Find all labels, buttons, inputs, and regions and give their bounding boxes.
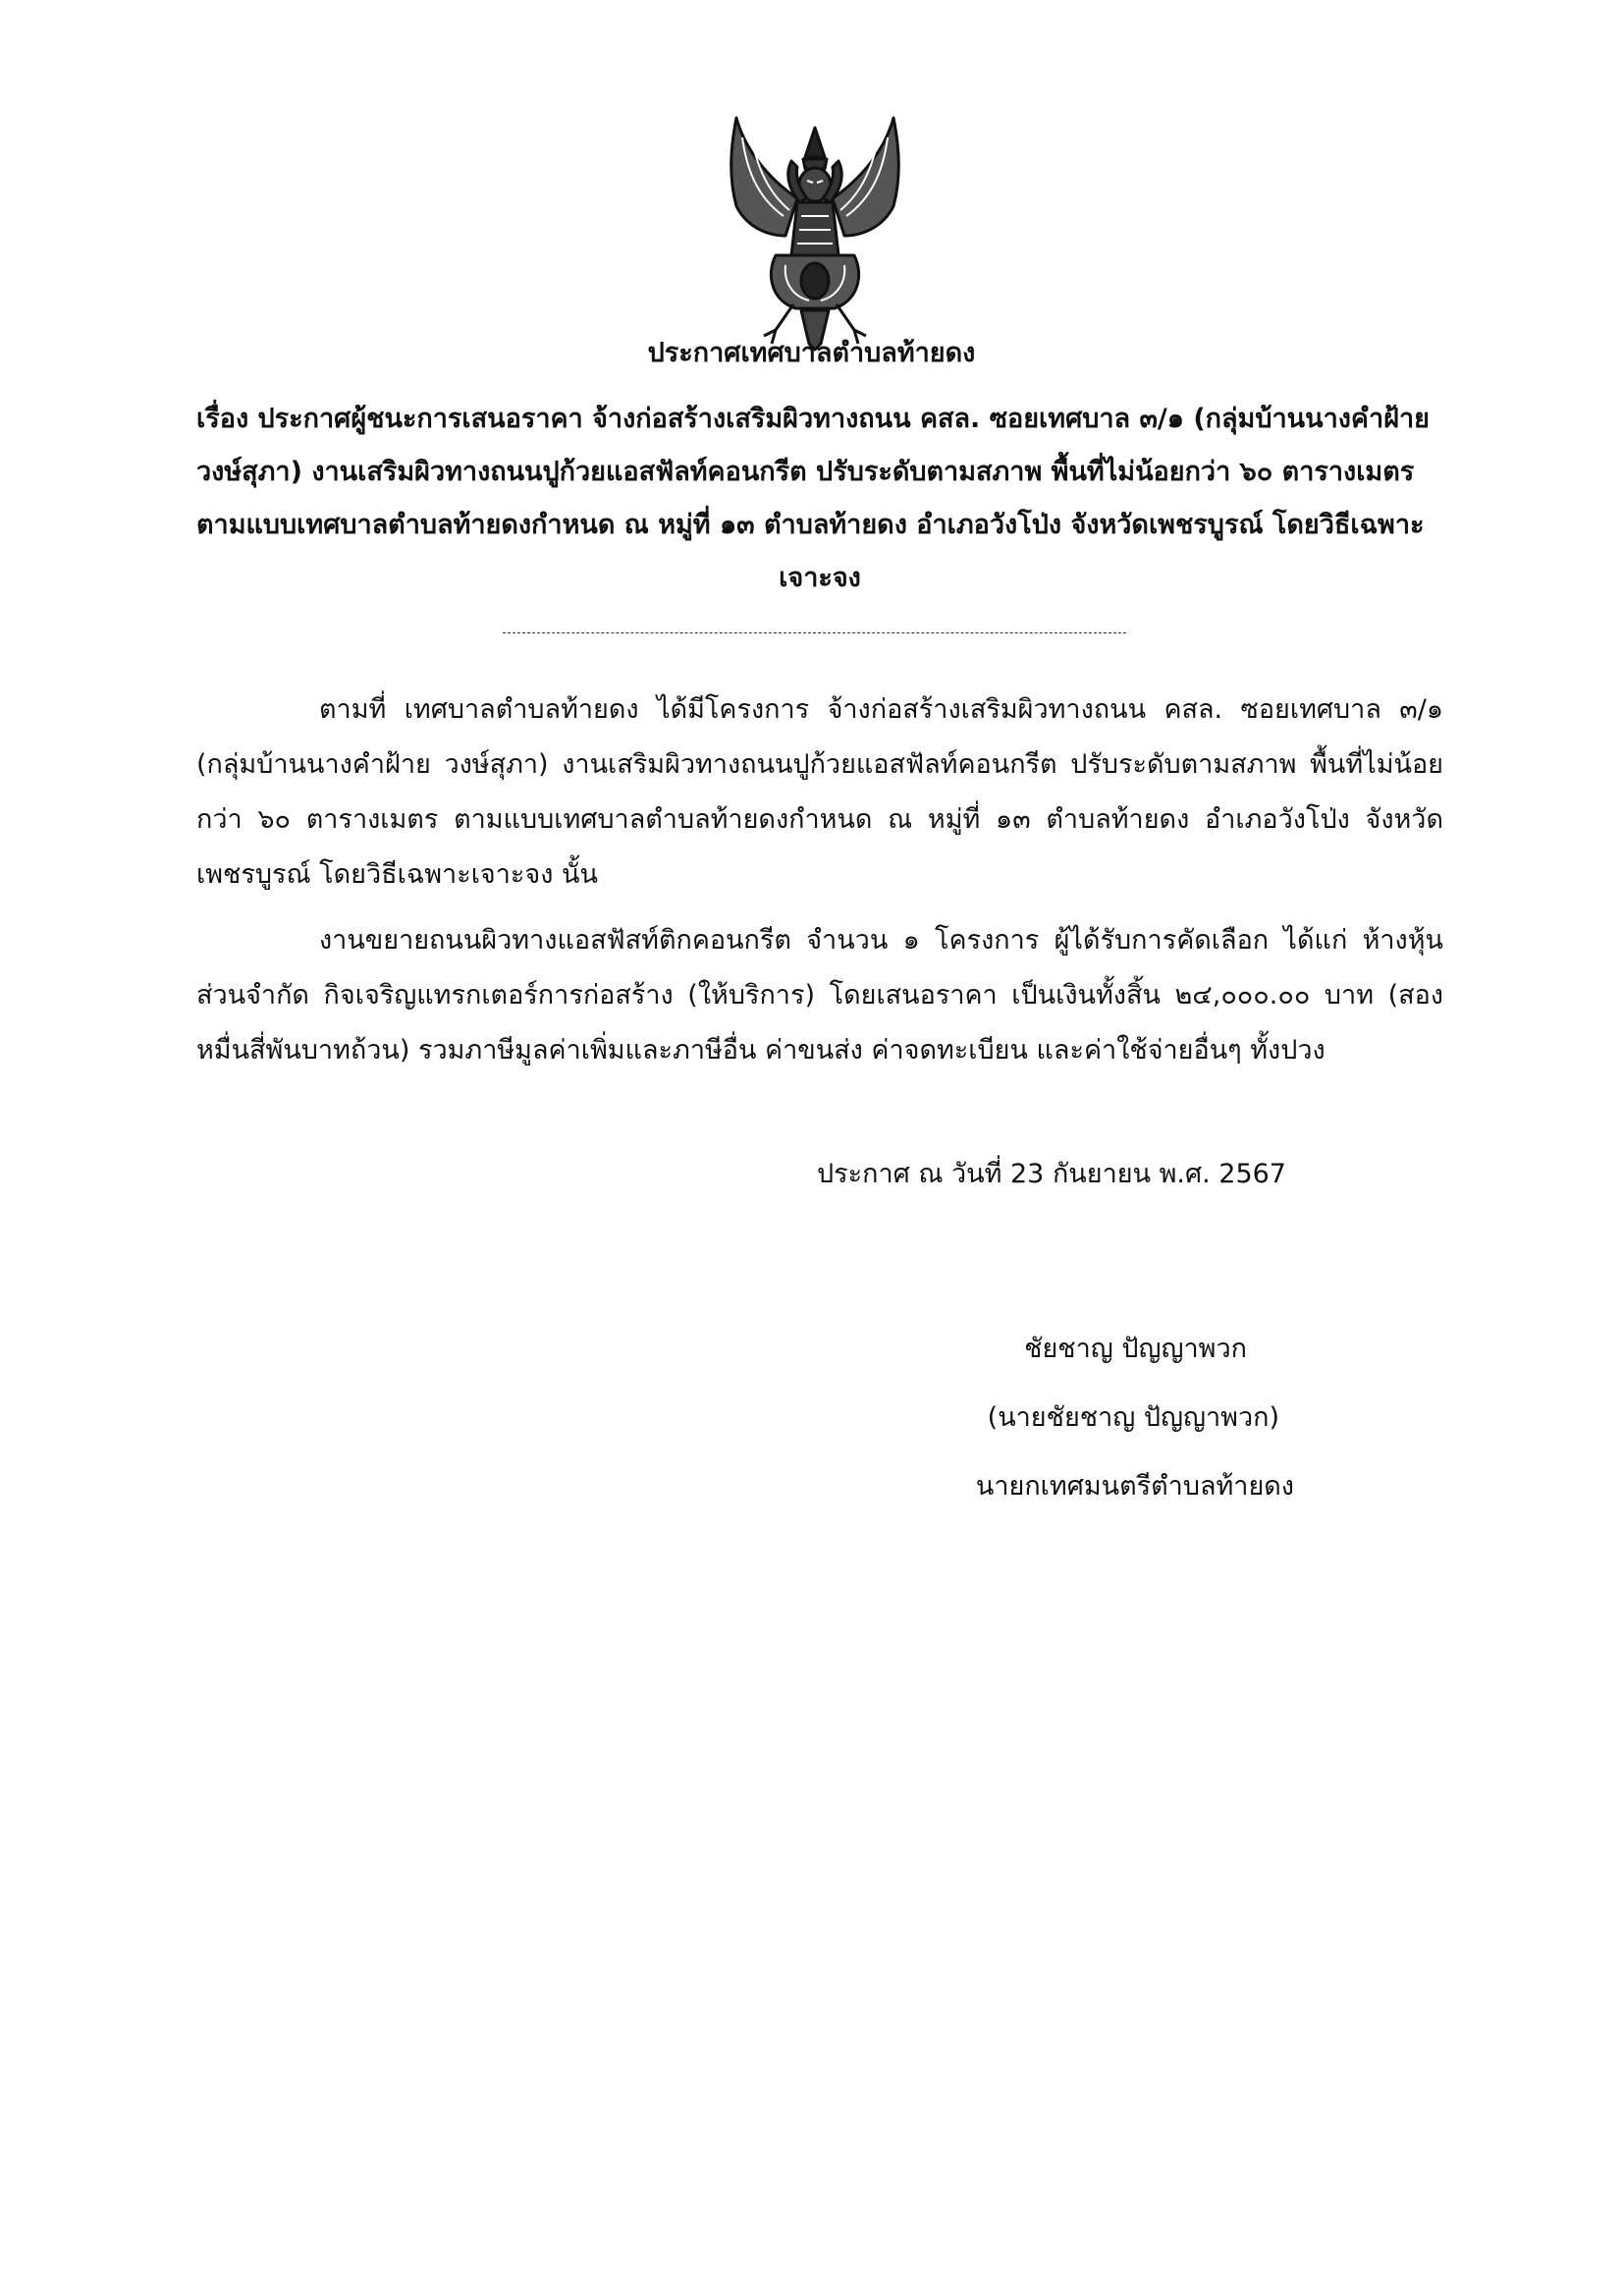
signed-name-text: ชัยชาญ ปัญญาพวก	[1024, 1334, 1247, 1364]
body-paragraph-1: ตามที่ เทศบาลตำบลท้ายดง ได้มีโครงการ จ้างก่อสร้างเสริมผิวทางถนน คสล. ซอยเทศบาล ๓/๑ (กลุ่มบ้านนางคำฝ้าย วงษ์สุภา) งานเสริมผิวทางถนนปูก้วยแอสฟัลท์คอนกรีต ปรับระดับตามสภาพ พื้นที่ไม่น้อยกว่า ๖๐ ตารางเมตร ตามแบบเทศบาลตำบลท้ายดงกำหนด ณ หมู่ที่ ๑๓ ตำบลท้ายดง อำเภอวังโป่ง จังหวัดเพชรบูรณ์ โดยวิธีเฉพาะเจาะจง นั้น	[196, 694, 1443, 890]
position-text: นายกเทศมนตรีตำบลท้ายดง	[975, 1471, 1294, 1502]
garuda-emblem-icon	[707, 108, 923, 354]
subject-block	[196, 393, 1443, 605]
subject-line: ตามแบบเทศบาลตำบลท้ายดงกำหนด ณ หมู่ที่ ๑๓ ตำบลท้ายดง อำเภอวังโป่ง จังหวัดเพชรบูรณ์ โดยวิธีเฉพาะ	[196, 510, 1425, 540]
announcement-title: ประกาศเทศบาลตำบลท้ายดง	[647, 338, 976, 368]
full-name-text: (นายชัยชาญ ปัญญาพวก)	[987, 1402, 1279, 1433]
divider-line	[503, 632, 1126, 633]
subject-line: เรื่อง ประกาศผู้ชนะการเสนอราคา จ้างก่อสร้างเสริมผิวทางถนน คสล. ซอยเทศบาล ๓/๑ (กลุ่มบ้านนางคำฝ้าย	[196, 404, 1430, 434]
announcement-date: ประกาศ ณ วันที่ 23 กันยายน พ.ศ. 2567	[817, 1159, 1286, 1189]
body-paragraph-2: งานขยายถนนผิวทางแอสฟัสท์ติกคอนกรีต จำนวน ๑ โครงการ ผู้ได้รับการคัดเลือก ได้แก่ ห้างหุ้นส่วนจำกัด กิจเจริญแทรกเตอร์การก่อสร้าง (ให้บริการ) โดยเสนอราคา เป็นเงินทั้งสิ้น ๒๔,๐๐๐.๐๐ บาท (สองหมื่นสี่พันบาทถ้วน) รวมภาษีมูลค่าเพิ่มและภาษีอื่น ค่าขนส่ง ค่าจดทะเบียน และค่าใช้จ่ายอื่นๆ ทั้งปวง	[196, 925, 1443, 1066]
subject-line: เจาะจง	[779, 563, 861, 593]
subject-line: วงษ์สุภา) งานเสริมผิวทางถนนปูก้วยแอสฟัลท์คอนกรีต ปรับระดับตามสภาพ พื้นที่ไม่น้อยกว่า ๖๐ ตารางเมตร	[196, 457, 1415, 487]
